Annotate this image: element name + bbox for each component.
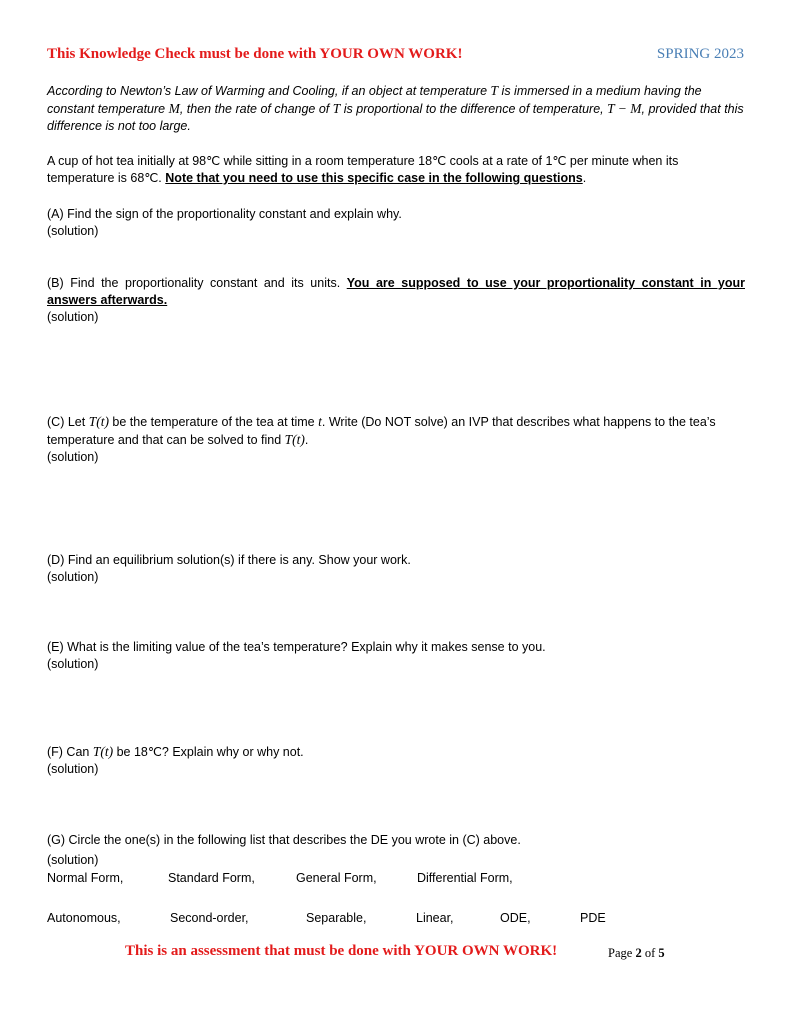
- question-c-end: .: [304, 433, 309, 447]
- intro-paragraph: [47, 82, 745, 135]
- choice-pde[interactable]: PDE: [580, 911, 606, 925]
- question-g-text: (G) Circle the one(s) in the following list that describes the DE you wrote in (C) above.: [47, 833, 521, 847]
- question-c-mid1: be the temperature of the tea at time: [112, 415, 315, 429]
- question-d: [47, 552, 745, 586]
- question-f-Tt: T(t): [92, 744, 114, 759]
- choice-normal-form[interactable]: Normal Form,: [47, 871, 124, 885]
- choice-second-order[interactable]: Second-order,: [170, 911, 249, 925]
- choice-ode[interactable]: ODE,: [500, 911, 531, 925]
- choice-standard-form[interactable]: Standard Form,: [168, 871, 255, 885]
- header-term: SPRING 2023: [656, 46, 744, 62]
- question-e: [47, 639, 745, 673]
- scenario-text: A cup of hot tea initially at 98℃ while sitting in a room temperature 18℃ cools at a rate of 1℃ per minute when its temperature is 68℃.: [47, 154, 679, 185]
- footer-warning: This is an assessment that must be done with YOUR OWN WORK!: [125, 943, 558, 959]
- intro-var-T-2: T: [332, 101, 341, 116]
- question-a-solution: (solution): [47, 224, 99, 238]
- intro-var-M: M: [168, 101, 180, 116]
- page-total: 5: [658, 946, 665, 960]
- question-b-text: (B) Find the proportionality constant and its units.: [47, 276, 341, 290]
- scenario-period: .: [582, 171, 587, 185]
- choice-differential-form[interactable]: Differential Form,: [417, 871, 513, 885]
- question-c: [47, 413, 745, 466]
- question-c-t: t: [318, 414, 322, 429]
- question-d-text: (D) Find an equilibrium solution(s) if there is any. Show your work.: [47, 553, 411, 567]
- question-f-post: be 18℃? Explain why or why not.: [116, 745, 304, 759]
- page-of: of: [644, 946, 656, 960]
- choice-autonomous[interactable]: Autonomous,: [47, 911, 121, 925]
- question-e-solution: (solution): [47, 657, 99, 671]
- choice-linear[interactable]: Linear,: [416, 911, 454, 925]
- question-b: [47, 275, 745, 326]
- question-g: [47, 830, 745, 870]
- question-c-solution: (solution): [47, 450, 99, 464]
- intro-text-4: is proportional to the difference of temperature,: [343, 102, 604, 116]
- intro-text-5: , provided that this difference is not too large.: [47, 102, 744, 133]
- choice-separable[interactable]: Separable,: [306, 911, 367, 925]
- choice-general-form[interactable]: General Form,: [296, 871, 377, 885]
- question-f: [47, 743, 745, 778]
- header-warning: This Knowledge Check must be done with YOUR OWN WORK!: [47, 46, 463, 62]
- question-f-solution: (solution): [47, 762, 99, 776]
- question-b-emphasis: You are supposed to use your proportionality constant in your answers afterwards.: [47, 276, 745, 307]
- question-a-text: (A) Find the sign of the proportionality constant and explain why.: [47, 207, 402, 221]
- question-g-solution: (solution): [47, 853, 99, 867]
- question-c-mid2: . Write (Do NOT solve) an IVP that describes what happens to the tea’s temperature and that can be solved to find: [47, 415, 716, 447]
- question-c-pre: (C) Let: [47, 415, 86, 429]
- question-b-solution: (solution): [47, 310, 99, 324]
- intro-text-2: is immersed in a medium having the constant temperature: [47, 84, 702, 116]
- page-number: [608, 946, 665, 961]
- page-label: Page: [608, 946, 633, 960]
- page-current: 2: [635, 946, 642, 960]
- question-f-pre: (F) Can: [47, 745, 90, 759]
- question-c-Tt-2: T(t): [284, 432, 305, 447]
- scenario-note: Note that you need to use this specific case in the following questions: [165, 171, 583, 185]
- question-c-Tt: T(t): [88, 414, 109, 429]
- intro-var-T: T: [490, 83, 499, 98]
- question-e-text: (E) What is the limiting value of the tea’s temperature? Explain why it makes sense to you.: [47, 640, 546, 654]
- intro-expression: T − M: [607, 101, 642, 116]
- question-a: [47, 206, 745, 240]
- intro-text-1: According to Newton’s Law of Warming and Cooling, if an object at temperature: [47, 84, 488, 98]
- scenario-paragraph: [47, 153, 745, 187]
- intro-text-3: , then the rate of change of: [179, 102, 330, 116]
- question-d-solution: (solution): [47, 570, 99, 584]
